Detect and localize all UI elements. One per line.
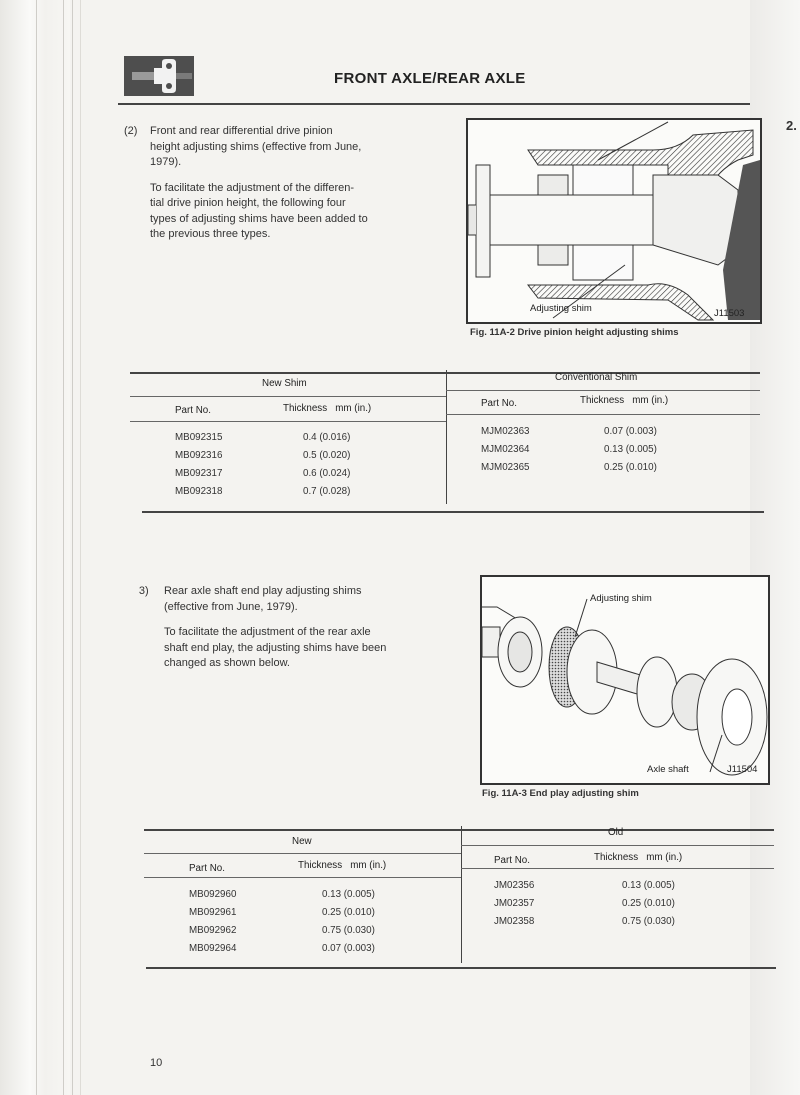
thickness: 0.4 (0.016) [303, 431, 351, 443]
conventional-shim-table [477, 422, 661, 476]
thickness: 0.25 (0.010) [622, 897, 675, 909]
table-group-header: New [292, 836, 312, 847]
thickness: 0.5 (0.020) [303, 449, 351, 461]
column-header-thickness: Thickness mm (in.) [580, 395, 669, 406]
table-row [171, 446, 354, 464]
heading-line: height adjusting shims (effective from June, [150, 140, 362, 153]
table-row [490, 894, 679, 912]
page-title: FRONT AXLE/REAR AXLE [334, 70, 526, 87]
callout-adjusting-shim: Adjusting shim [530, 303, 592, 314]
page-number: 10 [150, 1057, 163, 1069]
part-number: MB092316 [175, 449, 223, 461]
part-number: MB092962 [189, 924, 237, 936]
thickness: 0.6 (0.024) [303, 467, 351, 479]
thickness: 0.13 (0.005) [604, 443, 657, 455]
part-number: MB092317 [175, 467, 223, 479]
thickness: 0.75 (0.030) [322, 924, 375, 936]
body-line: shaft end play, the adjusting shims have been [164, 641, 387, 654]
drive-pinion-illustration [468, 120, 760, 322]
page-binding-shadow [0, 0, 70, 1095]
part-number: MJM02365 [481, 461, 530, 473]
header-rule [118, 103, 750, 105]
table-row [477, 458, 661, 476]
new-end-play-shim-table [185, 885, 379, 957]
figure-code: J11503 [714, 308, 745, 319]
old-end-play-shim-table [490, 876, 679, 930]
part-number: MB092964 [189, 942, 237, 954]
body-line: tial drive pinion height, the following four [150, 197, 346, 209]
table-bottom-rule [146, 967, 776, 969]
body-line: changed as shown below. [164, 657, 290, 669]
figure-code: J11504 [727, 764, 758, 775]
table-row [490, 912, 679, 930]
table-group-header: Conventional Shim [555, 372, 638, 383]
section-number: (2) [124, 125, 138, 137]
table-rule [461, 845, 774, 846]
thickness: 0.13 (0.005) [622, 879, 675, 891]
heading-line: (effective from June, 1979). [164, 600, 298, 613]
part-number: MJM02363 [481, 425, 530, 437]
binding-line [63, 0, 64, 1095]
table-rule [144, 877, 461, 878]
heading-line: 1979). [150, 156, 182, 168]
thickness: 0.75 (0.030) [622, 915, 675, 927]
table-row [185, 903, 379, 921]
part-number: JM02358 [494, 915, 535, 927]
part-number: JM02356 [494, 879, 535, 891]
table-bottom-rule [142, 511, 764, 513]
section-number: 3) [138, 585, 149, 597]
table-row [171, 464, 354, 482]
section-2-text [124, 124, 424, 243]
table-row [477, 422, 661, 440]
thickness: 0.25 (0.010) [604, 461, 657, 473]
table-rule [144, 853, 461, 854]
part-number: MB092318 [175, 485, 223, 497]
table-rule [130, 396, 446, 397]
column-header-part: Part No. [175, 405, 211, 416]
thickness: 0.07 (0.003) [604, 425, 657, 437]
binding-line [80, 0, 81, 1095]
column-header-part: Part No. [481, 398, 517, 409]
table-rule [461, 868, 774, 869]
table-row [185, 939, 379, 957]
table-rule [446, 414, 760, 415]
heading-line: Front and rear differential drive pinion [150, 125, 333, 137]
body-line: the previous three types. [150, 228, 271, 240]
figure-drive-pinion [466, 118, 762, 324]
table-row [490, 876, 679, 894]
thickness: 0.25 (0.010) [322, 906, 375, 918]
part-number: MB092315 [175, 431, 223, 443]
adjacent-page-mark: 2. [786, 118, 797, 133]
table-row [185, 921, 379, 939]
part-number: MB092960 [189, 888, 237, 900]
table-row [477, 440, 661, 458]
figure-end-play [480, 575, 770, 785]
part-number: MB092961 [189, 906, 237, 918]
body-line: To facilitate the adjustment of the differen- [150, 181, 355, 194]
column-header-part: Part No. [189, 863, 225, 874]
part-number: JM02357 [494, 897, 535, 909]
axle-logo-icon [124, 56, 194, 96]
new-shim-table [171, 428, 354, 500]
table-row [185, 885, 379, 903]
table-group-header: New Shim [262, 378, 307, 389]
column-header-thickness: Thickness mm (in.) [298, 860, 387, 871]
body-line: To facilitate the adjustment of the rear axle [164, 626, 371, 638]
body-line: types of adjusting shims have been added to [150, 212, 368, 225]
table-divider [461, 826, 462, 963]
part-number: MJM02364 [481, 443, 530, 455]
binding-line [72, 0, 73, 1095]
table-group-header: Old [608, 827, 624, 838]
heading-line: Rear axle shaft end play adjusting shims [164, 585, 362, 597]
table-row [171, 428, 354, 446]
figure-caption: Fig. 11A-3 End play adjusting shim [482, 788, 639, 799]
table-top-rule [130, 372, 760, 374]
table-top-rule [144, 829, 774, 831]
section-3-text [138, 584, 438, 672]
table-rule [446, 390, 760, 391]
table-rule [130, 421, 446, 422]
column-header-thickness: Thickness mm (in.) [594, 852, 683, 863]
column-header-thickness: Thickness mm (in.) [283, 403, 372, 414]
figure-caption: Fig. 11A-2 Drive pinion height adjusting shims [470, 327, 679, 338]
column-header-part: Part No. [494, 855, 530, 866]
thickness: 0.7 (0.028) [303, 485, 351, 497]
thickness: 0.13 (0.005) [322, 888, 375, 900]
table-row [171, 482, 354, 500]
end-play-illustration [482, 577, 768, 783]
callout-axle-shaft: Axle shaft [647, 764, 689, 775]
binding-line [36, 0, 37, 1095]
thickness: 0.07 (0.003) [322, 942, 375, 954]
callout-adjusting-shim: Adjusting shim [590, 593, 652, 604]
